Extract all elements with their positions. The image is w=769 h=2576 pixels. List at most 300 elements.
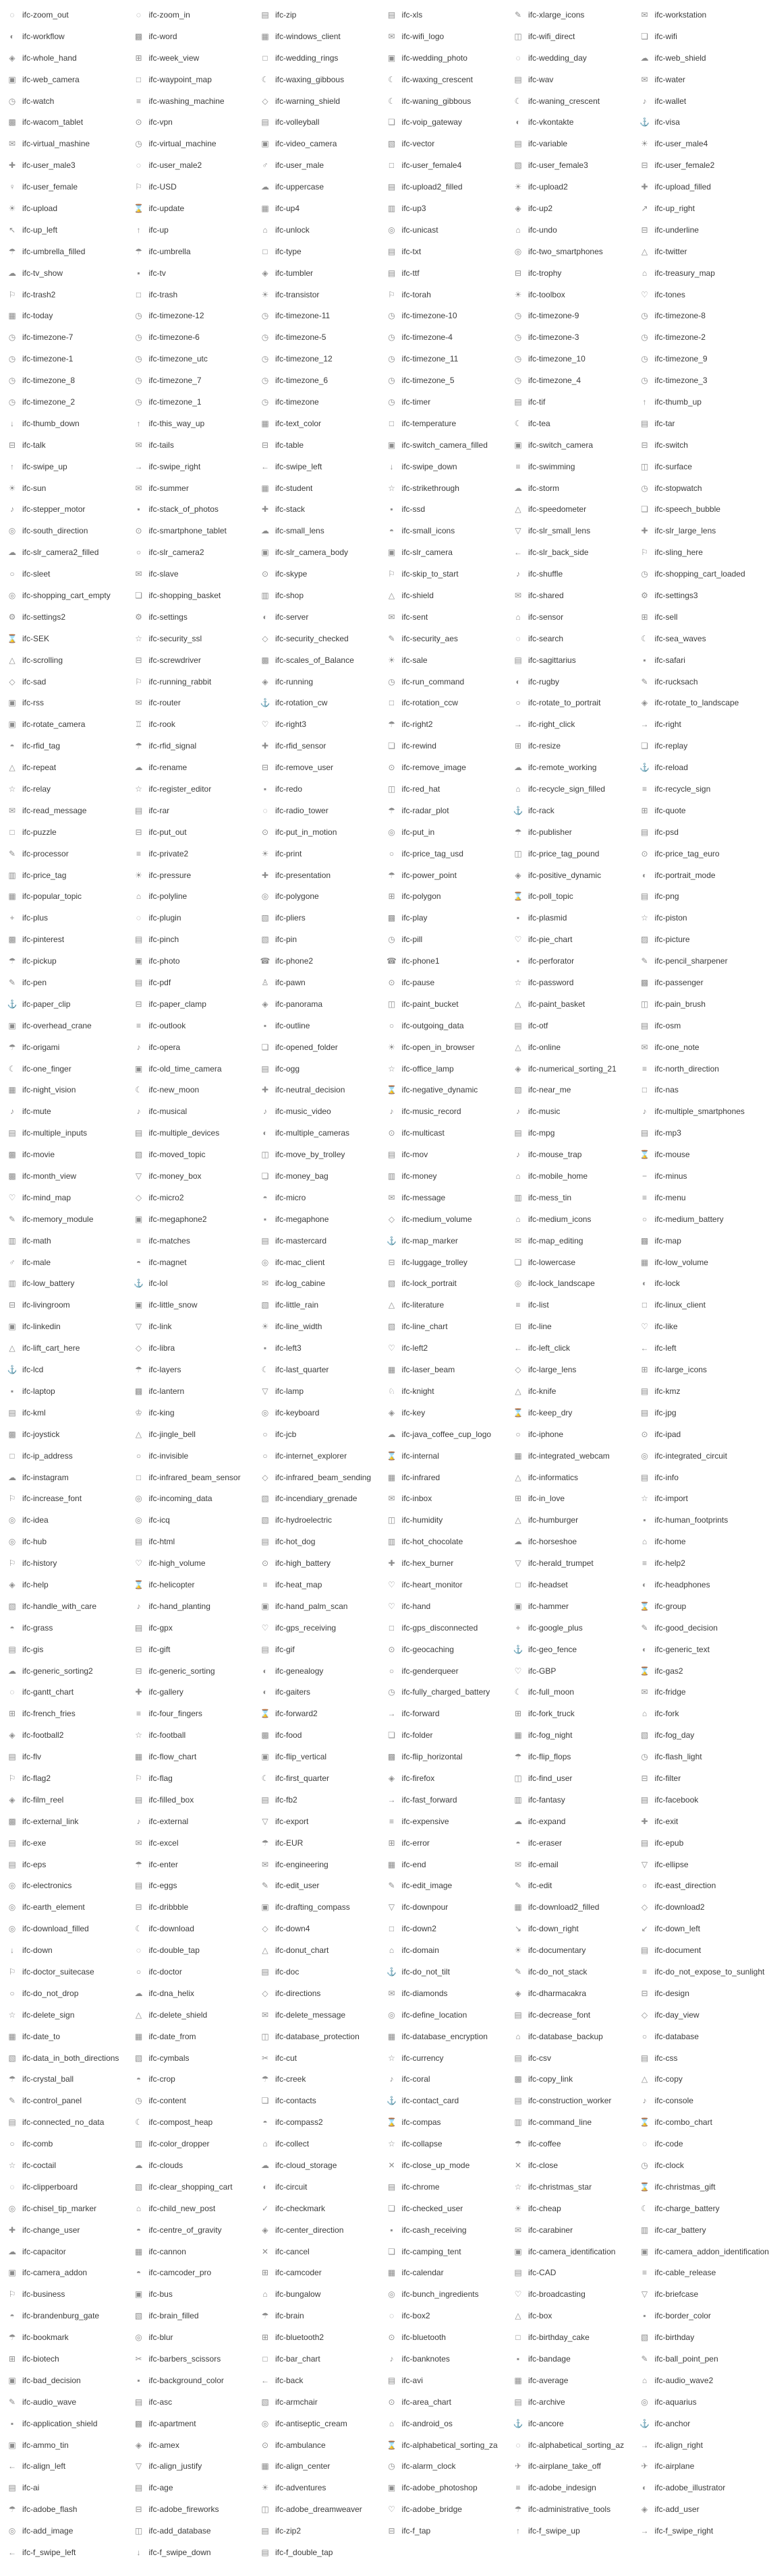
icon-label: ifc-adobe_indesign <box>528 2483 596 2493</box>
icon-cell <box>260 1811 387 1832</box>
expand-icon: ☁ <box>514 1816 523 1826</box>
icon-label: ifc-wifi <box>654 31 677 41</box>
icon-label: ifc-relay <box>22 784 51 794</box>
f-swipe-down-icon: ↓ <box>136 2548 141 2558</box>
icon-cell <box>260 1531 387 1552</box>
icon-cell <box>7 1101 134 1122</box>
right-click-icon: → <box>514 720 523 730</box>
icon-label: ifc-remove_image <box>401 763 466 773</box>
icon-cell <box>134 133 260 154</box>
gif-icon: ▤ <box>261 1644 269 1654</box>
ai-icon: ▤ <box>8 2483 16 2493</box>
ball-point-pen-icon: ✎ <box>641 2354 648 2364</box>
icon-cell <box>260 348 387 370</box>
icon-cell <box>134 1273 260 1295</box>
icon-label: ifc-settings2 <box>22 612 66 622</box>
icon-label: ifc-map <box>654 1235 681 1246</box>
box-icon: △ <box>515 2311 521 2321</box>
icon-label: ifc-unlock <box>275 225 310 235</box>
icon-cell <box>387 972 513 993</box>
kmz-icon: ▤ <box>640 1386 649 1396</box>
icon-label: ifc-keyboard <box>275 1407 320 1417</box>
icon-label: ifc-bandage <box>528 2354 571 2364</box>
icon-cell <box>134 649 260 671</box>
rotation-cw-icon: ⚓ <box>260 698 270 708</box>
edit-icon: ✎ <box>515 1881 522 1891</box>
icon-label: ifc-sling_here <box>654 548 703 558</box>
icon-cell <box>387 649 513 671</box>
icon-label: ifc-portrait_mode <box>654 870 716 880</box>
icon-label: ifc-shopping_cart_loaded <box>654 569 745 579</box>
stepper-motor-icon: ♪ <box>10 504 14 515</box>
icon-cell <box>7 1015 134 1036</box>
icon-label: ifc-mess_tin <box>528 1192 572 1202</box>
icon-label: ifc-google_plus <box>528 1622 583 1633</box>
icon-cell <box>639 649 769 671</box>
icon-label: ifc-literature <box>401 1300 445 1310</box>
icon-cell <box>513 2283 639 2305</box>
wedding-day-icon: ◌ <box>515 53 521 63</box>
icon-cell <box>260 1187 387 1208</box>
icon-label: ifc-paint_basket <box>528 999 586 1009</box>
combo-chart-icon: ⌛ <box>639 2117 650 2128</box>
icon-cell <box>639 1746 769 1767</box>
icon-label: ifc-overhead_crane <box>22 1020 92 1030</box>
icon-label: ifc-content <box>148 2096 186 2106</box>
icon-label: ifc-asc <box>148 2397 173 2407</box>
icon-label: ifc-adventures <box>275 2483 326 2493</box>
coffee-icon: ☂ <box>514 2139 522 2149</box>
icon-cell <box>639 907 769 929</box>
icon-cell <box>387 1144 513 1165</box>
rewind-icon: ❏ <box>388 741 395 751</box>
icon-label: ifc-fork_truck <box>528 1709 575 1719</box>
icon-cell <box>7 1467 134 1488</box>
icon-label: ifc-speech_bubble <box>654 504 720 515</box>
east-direction-icon: ○ <box>642 1881 648 1891</box>
icon-label: ifc-headphones <box>654 1579 710 1589</box>
inbox-icon: ✉ <box>388 1494 395 1504</box>
icon-cell <box>260 1424 387 1445</box>
icon-cell <box>639 1230 769 1252</box>
icon-cell <box>7 649 134 671</box>
icon-cell <box>513 2477 639 2498</box>
icon-cell <box>639 1273 769 1295</box>
icon-cell <box>513 241 639 262</box>
home-icon: ⌂ <box>642 1537 648 1547</box>
icon-cell <box>260 1380 387 1402</box>
plugin-icon: ◌ <box>136 913 142 923</box>
icon-cell <box>7 1531 134 1552</box>
icon-label: ifc-download2_filled <box>528 1902 600 1912</box>
close-up-mode-icon: ✕ <box>388 2161 395 2170</box>
icon-cell <box>639 2434 769 2456</box>
icon-cell <box>260 1703 387 1724</box>
icon-cell <box>513 1961 639 1983</box>
icon-cell <box>387 2456 513 2478</box>
icon-cell <box>387 176 513 198</box>
icon-cell <box>260 1101 387 1122</box>
icon-cell <box>639 2241 769 2262</box>
icon-cell <box>260 2155 387 2176</box>
icon-cell <box>7 1939 134 1961</box>
mouse-trap-icon: ♪ <box>516 1150 521 1160</box>
icon-label: ifc-screwdriver <box>148 655 201 665</box>
bar-chart-icon: □ <box>262 2354 268 2364</box>
icon-cell <box>260 1896 387 1918</box>
generic-text-icon: ◐ <box>642 1644 648 1654</box>
keep-dry-icon: ⌛ <box>513 1407 523 1417</box>
icon-cell <box>639 1402 769 1424</box>
engineering-icon: ✉ <box>261 1859 269 1869</box>
jpg-icon: ▤ <box>640 1407 649 1417</box>
king-icon: ♔ <box>135 1407 142 1417</box>
icon-label: ifc-adobe_dreamweaver <box>275 2505 362 2515</box>
icon-cell <box>134 1854 260 1875</box>
icon-label: ifc-timezone_11 <box>401 354 459 364</box>
icon-label: ifc-timezone-6 <box>148 332 200 343</box>
barbers-scissors-icon: ✂ <box>135 2354 142 2364</box>
icon-label: ifc-right <box>654 720 681 730</box>
icon-cell <box>7 2155 134 2176</box>
icon-cell <box>639 520 769 541</box>
fork-truck-icon: ⊞ <box>515 1709 522 1719</box>
timezone-4-icon: ◷ <box>388 332 395 343</box>
icon-cell <box>387 1939 513 1961</box>
icon-label: ifc-mouse <box>654 1150 690 1160</box>
iphone-icon: ○ <box>515 1429 521 1439</box>
icon-cell <box>260 972 387 993</box>
icon-cell <box>513 2004 639 2026</box>
icon-label: ifc-donut_chart <box>275 1945 329 1956</box>
rss-icon: ▣ <box>8 698 16 708</box>
icon-label: ifc-headset <box>528 1579 568 1589</box>
icon-cell <box>387 606 513 628</box>
icon-cell <box>387 2520 513 2542</box>
tar-icon: ▤ <box>640 418 649 428</box>
ancore-icon: ⚓ <box>513 2418 523 2428</box>
virtual-machine-icon: ◷ <box>135 139 142 149</box>
csv-icon: ▤ <box>514 2053 522 2063</box>
icon-cell <box>639 2520 769 2542</box>
pressure-icon: ☀ <box>135 870 142 880</box>
timezone-1-icon: ◷ <box>135 397 142 407</box>
icon-label: ifc-close <box>528 2161 559 2170</box>
icon-label: ifc-swimming <box>528 461 575 471</box>
timezone-7-icon: ◷ <box>8 332 16 343</box>
archive-icon: ▤ <box>514 2397 522 2407</box>
icon-label: ifc-gif <box>275 1644 295 1654</box>
icon-label: ifc-key <box>401 1407 426 1417</box>
icon-label: ifc-alarm_clock <box>401 2461 456 2471</box>
icon-cell <box>7 2004 134 2026</box>
icon-label: ifc-command_line <box>528 2117 592 2128</box>
icon-label: ifc-flv <box>22 1752 41 1762</box>
icon-label: ifc-mouse_trap <box>528 1150 582 1160</box>
timer-icon: ◷ <box>388 397 395 407</box>
cloud-storage-icon: ☁ <box>261 2161 270 2170</box>
speech-bubble-icon: ❏ <box>641 504 648 515</box>
icon-label: ifc-xls <box>401 9 423 20</box>
icon-cell <box>260 950 387 972</box>
icon-label: ifc-talk <box>22 440 46 450</box>
day-view-icon: ◇ <box>641 2010 648 2020</box>
icon-label: ifc-slr_small_lens <box>528 526 591 536</box>
icon-cell <box>260 671 387 693</box>
icon-label: ifc-paint_bucket <box>401 999 459 1009</box>
icon-cell <box>134 1294 260 1316</box>
money-bag-icon: ❏ <box>261 1171 269 1181</box>
slr-camera-body-icon: ▣ <box>261 548 269 558</box>
math-icon: ▥ <box>8 1235 16 1246</box>
icon-label: ifc-voip_gateway <box>401 117 462 127</box>
icon-cell <box>513 2198 639 2219</box>
icon-cell <box>260 2456 387 2478</box>
icon-cell <box>387 1359 513 1380</box>
icon-cell <box>387 886 513 908</box>
icon-cell <box>7 456 134 477</box>
down4-icon: ◇ <box>262 1924 268 1934</box>
icon-cell <box>7 1767 134 1789</box>
icon-cell <box>387 1273 513 1295</box>
asc-icon: ▤ <box>134 2397 143 2407</box>
tif-icon: ▤ <box>514 397 522 407</box>
icon-label: ifc-tails <box>148 440 174 450</box>
icon-label: ifc-wacom_tablet <box>22 117 84 127</box>
icon-label: ifc-luggage_trolley <box>401 1257 467 1267</box>
icon-label: ifc-download_filled <box>22 1924 89 1934</box>
upload2-icon: ☀ <box>514 182 522 192</box>
christmas-gift-icon: ⌛ <box>639 2182 650 2192</box>
icon-label: ifc-rfid_tag <box>22 741 61 751</box>
icon-cell <box>513 2262 639 2284</box>
icon-cell <box>387 2477 513 2498</box>
icon-label: ifc-flip_horizontal <box>401 1752 463 1762</box>
icon-label: ifc-home <box>654 1537 686 1547</box>
icon-label: ifc-stopwatch <box>654 483 702 493</box>
filter-icon: ⊟ <box>641 1773 648 1783</box>
icon-label: ifc-up2 <box>528 203 553 213</box>
warning-shield-icon: ◇ <box>262 96 268 106</box>
decrease-font-icon: ▤ <box>514 2010 522 2020</box>
icon-label: ifc-nas <box>654 1085 679 1095</box>
icon-label: ifc-left2 <box>401 1343 428 1353</box>
icon-cell <box>134 2542 260 2563</box>
child-new-post-icon: ⌂ <box>136 2203 142 2213</box>
documentary-icon: ☀ <box>514 1945 522 1956</box>
icon-cell <box>7 2326 134 2348</box>
slr-camera2-filled-icon: ☁ <box>8 548 16 558</box>
icon-cell <box>134 1208 260 1230</box>
icon-cell <box>7 1983 134 2004</box>
icon-label: ifc-f_tap <box>401 2526 431 2536</box>
icon-label: ifc-timezone-9 <box>528 311 579 321</box>
icon-label: ifc-align_right <box>654 2440 703 2450</box>
icon-label: ifc-jcb <box>275 1429 297 1439</box>
humidity-icon: ◫ <box>387 1515 396 1525</box>
laser-beam-icon: ▦ <box>387 1365 396 1375</box>
icon-cell <box>513 1252 639 1273</box>
icon-label: ifc-brandenburg_gate <box>22 2311 100 2321</box>
icon-cell <box>639 693 769 714</box>
icon-cell <box>639 2262 769 2284</box>
icon-cell <box>387 585 513 606</box>
icon-label: ifc-end <box>401 1859 426 1869</box>
transistor-icon: ☀ <box>261 289 269 299</box>
icon-cell <box>7 2262 134 2284</box>
talk-icon: ⊟ <box>8 440 16 450</box>
down2-icon: □ <box>389 1924 395 1934</box>
icon-cell <box>7 585 134 606</box>
two-smartphones-icon: ◎ <box>514 246 522 256</box>
icon-cell <box>134 1316 260 1337</box>
adobe-flash-icon: ☂ <box>8 2505 16 2515</box>
icon-label: ifc-smartphone_tablet <box>148 526 227 536</box>
icon-cell <box>7 993 134 1015</box>
icon-label: ifc-watch <box>22 96 55 106</box>
do-not-stack-icon: ✎ <box>515 1966 522 1977</box>
icon-label: ifc-double_tap <box>148 1945 200 1956</box>
icon-cell <box>7 1617 134 1639</box>
wedding-photo-icon: ▣ <box>387 53 396 63</box>
icon-label: ifc-reload <box>654 763 688 773</box>
icon-cell <box>639 2348 769 2370</box>
pause-icon: ⊙ <box>388 978 395 988</box>
icon-label: ifc-copy <box>654 2074 683 2084</box>
icon-label: ifc-ancore <box>528 2418 564 2428</box>
hub-icon: ◎ <box>8 1537 16 1547</box>
icon-cell <box>639 1918 769 1939</box>
doc-icon: ▤ <box>261 1966 269 1977</box>
icon-cell <box>387 1703 513 1724</box>
icon-cell <box>134 671 260 693</box>
icon-cell <box>134 778 260 800</box>
icon-cell <box>387 284 513 305</box>
icon-label: ifc-excel <box>148 1838 179 1848</box>
icon-label: ifc-message <box>401 1192 446 1202</box>
diamonds-icon: ✉ <box>388 1988 395 1998</box>
icon-cell <box>387 1681 513 1703</box>
memory-module-icon: ✎ <box>8 1214 16 1224</box>
icon-label: ifc-mobile_home <box>528 1171 588 1181</box>
icon-cell <box>260 1402 387 1424</box>
icon-cell <box>134 26 260 47</box>
french-fries-icon: ⊞ <box>8 1709 16 1719</box>
icon-label: ifc-livingroom <box>22 1300 70 1310</box>
icon-label: ifc-ttf <box>401 268 420 278</box>
pinch-icon: ▤ <box>134 935 143 945</box>
icon-label: ifc-rotate_to_portrait <box>528 698 601 708</box>
icon-cell <box>513 198 639 219</box>
icon-label: ifc-down_left <box>654 1924 700 1934</box>
genderqueer-icon: ○ <box>389 1666 395 1676</box>
icon-cell <box>387 1854 513 1875</box>
icon-label: ifc-first_quarter <box>275 1773 330 1783</box>
icon-cell <box>639 2326 769 2348</box>
icon-cell <box>513 2456 639 2478</box>
icon-label: ifc-jpg <box>654 1407 677 1417</box>
icon-cell <box>387 2198 513 2219</box>
run-command-icon: ◷ <box>388 676 395 686</box>
amex-icon: ◈ <box>135 2440 142 2450</box>
icon-cell <box>513 2111 639 2133</box>
icon-label: ifc-trash <box>148 289 178 299</box>
icon-label: ifc-register_editor <box>148 784 212 794</box>
remote-working-icon: ☁ <box>514 763 523 773</box>
icon-cell <box>134 1596 260 1617</box>
icon-label: ifc-paper_clip <box>22 999 71 1009</box>
icon-label: ifc-new_moon <box>148 1085 200 1095</box>
icon-label: ifc-fridge <box>654 1687 686 1697</box>
icon-cell <box>134 2133 260 2155</box>
icon-label: ifc-scrolling <box>22 655 63 665</box>
icon-label: ifc-timezone_10 <box>528 354 586 364</box>
icon-label: ifc-camera_addon_identification <box>654 2246 769 2256</box>
age-icon: ▤ <box>134 2483 143 2493</box>
icon-cell <box>387 1122 513 1144</box>
icon-label: ifc-comb <box>22 2139 53 2149</box>
icon-cell <box>513 111 639 133</box>
icon-label: ifc-zoom_in <box>148 9 190 20</box>
icon-label: ifc-timezone-2 <box>654 332 706 343</box>
icon-cell <box>260 2241 387 2262</box>
icon-label: ifc-music <box>528 1107 561 1117</box>
icon-cell <box>639 154 769 176</box>
circuit-icon: ◐ <box>262 2182 268 2192</box>
power-point-icon: ☂ <box>388 870 395 880</box>
icon-label: ifc-connected_no_data <box>22 2117 105 2128</box>
icon-label: ifc-bus <box>148 2289 173 2300</box>
update-icon: ⌛ <box>134 203 144 213</box>
infrared-beam-sending-icon: ◇ <box>262 1472 268 1482</box>
icon-cell <box>639 1617 769 1639</box>
icon-label: ifc-up <box>148 225 169 235</box>
icon-label: ifc-flag <box>148 1773 173 1783</box>
icon-label: ifc-speedometer <box>528 504 587 515</box>
panorama-icon: ◈ <box>262 999 268 1009</box>
icon-label: ifc-this_way_up <box>148 418 205 428</box>
icon-label: ifc-ssd <box>401 504 426 515</box>
icon-cell <box>387 47 513 69</box>
icon-cell <box>387 843 513 865</box>
icon-label: ifc-briefcase <box>654 2289 699 2300</box>
infrared-icon: ▦ <box>387 1472 396 1482</box>
temperature-icon: □ <box>389 418 395 428</box>
perforator-icon: ▪ <box>516 956 520 966</box>
grass-icon: ◓ <box>9 1622 15 1633</box>
external-link-icon: ▩ <box>8 1816 16 1826</box>
icon-cell <box>513 907 639 929</box>
alphabetical-sorting-za-icon: ⌛ <box>387 2440 397 2450</box>
humburger-icon: △ <box>515 1515 521 1525</box>
icon-cell <box>513 1080 639 1101</box>
month-view-icon: ▩ <box>8 1171 16 1181</box>
icon-cell <box>387 1789 513 1811</box>
email-icon: ✉ <box>515 1859 522 1869</box>
icon-cell <box>639 1144 769 1165</box>
cancel-icon: ✕ <box>261 2246 269 2256</box>
icon-cell <box>639 90 769 112</box>
user-female-icon: ♀ <box>9 182 16 192</box>
icon-label: ifc-pain_brush <box>654 999 706 1009</box>
alphabetical-sorting-az-icon: ◌ <box>515 2440 521 2450</box>
icon-label: ifc-timezone_8 <box>22 376 76 386</box>
icon-label: ifc-collapse <box>401 2139 443 2149</box>
thumb-down-icon: ↓ <box>10 418 14 428</box>
icon-label: ifc-mastercard <box>275 1235 327 1246</box>
sagittarius-icon: ▤ <box>514 655 522 665</box>
thumb-up-icon: ↑ <box>642 397 647 407</box>
